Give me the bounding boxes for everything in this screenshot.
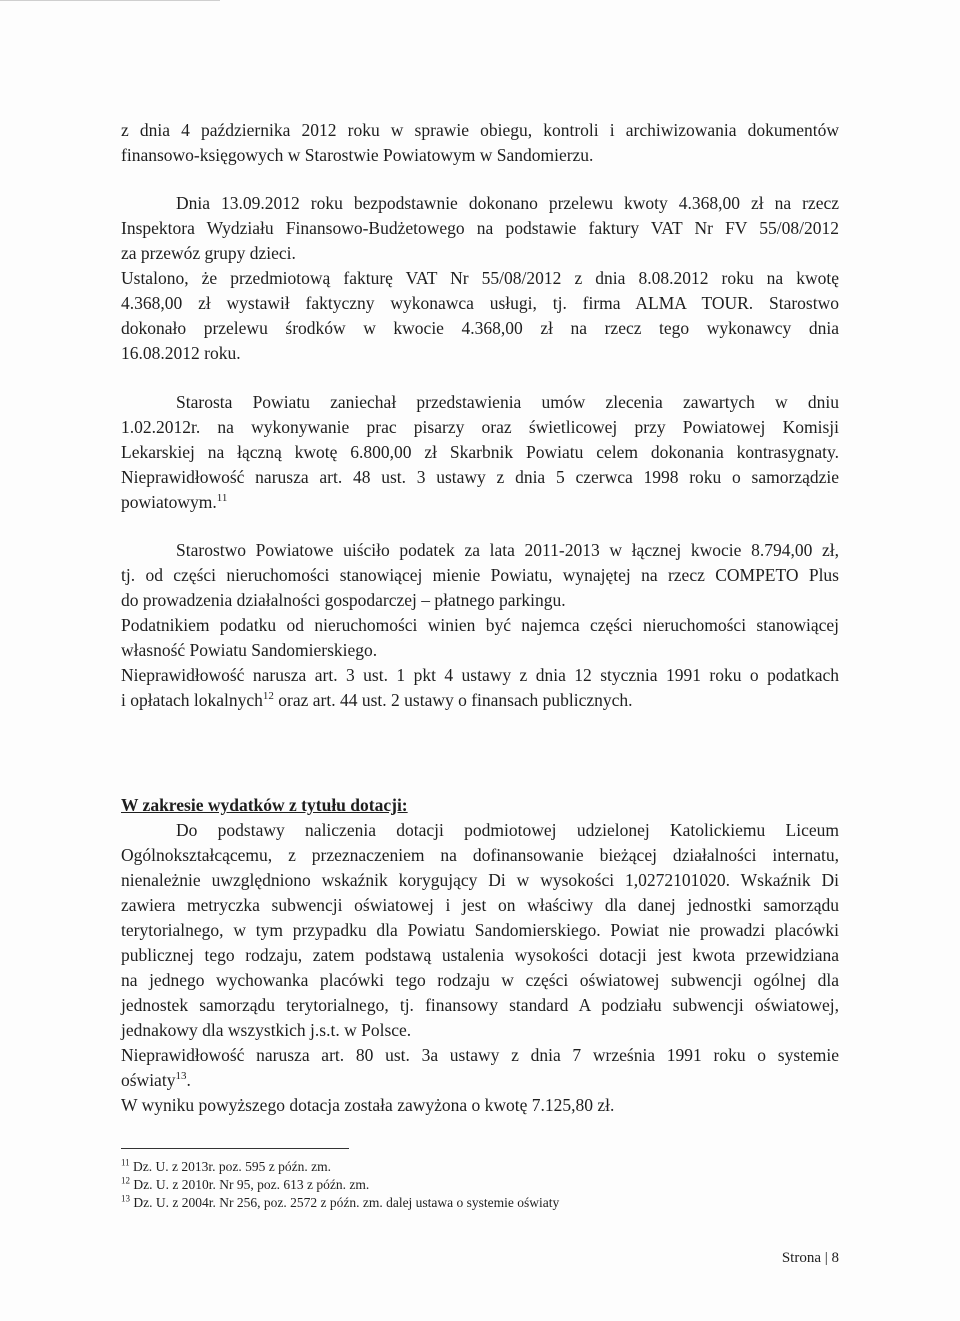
text-line	[121, 492, 227, 512]
footnote-text: Dz. U. z 2010r. Nr 95, poz. 613 z późn. zm.	[130, 1177, 370, 1192]
footnote	[121, 1159, 331, 1175]
text-line: Do podstawy naliczenia dotacji podmiotowej udzielonej Katolickiemu Liceum	[176, 820, 839, 840]
text-line: W wyniku powyższego dotacja została zawyżona o kwotę 7.125,80 zł.	[121, 1095, 615, 1115]
page-number: Strona | 8	[781, 1250, 839, 1266]
text-run: .	[186, 1070, 191, 1090]
text-run: oświaty	[121, 1070, 176, 1090]
text-run: oraz art. 44 ust. 2 ustawy o finansach publicznych.	[273, 690, 633, 710]
footnote-ref: 11	[216, 492, 228, 505]
text-line: Dnia 13.09.2012 roku bezpodstawnie dokonano przelewu kwoty 4.368,00 zł na rzecz	[176, 193, 839, 213]
text-line: Ogólnokształcącemu, z przeznaczeniem na dofinansowanie bieżącej działalności internatu,	[121, 845, 839, 865]
footnote-number: 13	[121, 1193, 130, 1204]
text-line: jednostek samorządu terytorialnego, tj. finansowy standard A podziału subwencji oświatowej,	[121, 995, 839, 1015]
scan-edge-line	[0, 0, 220, 1]
footnote-number: 12	[121, 1175, 130, 1186]
text-line: Lekarskiej na łączną kwotę 6.800,00 zł Skarbnik Powiatu celem dokonania kontrasygnaty.	[121, 442, 839, 462]
text-line: dokonało przelewu środków w kwocie 4.368,00 zł na rzecz tego wykonawcy dnia	[121, 318, 839, 338]
text-run: powiatowym.	[121, 492, 217, 512]
footnote-number: 11	[121, 1157, 130, 1168]
text-line: Nieprawidłowość narusza art. 3 ust. 1 pkt 4 ustawy z dnia 12 stycznia 1991 roku o podatkach	[121, 665, 839, 685]
text-line: publicznej tego rodzaju, zatem podstawą ustalenia wysokości dotacji jest kwota przewidziana	[121, 945, 839, 965]
text-line: Starostwo Powiatowe uiściło podatek za lata 2011-2013 w łącznej kwocie 8.794,00 zł,	[176, 540, 839, 560]
text-line: na jednego wychowanka placówki tego rodzaju w części oświatowej subwencji ogólnej dla	[121, 970, 839, 990]
text-line	[121, 1070, 191, 1090]
text-line: nienależnie uwzględniono wskaźnik korygujący Di w wysokości 1,0272101020. Wskaźnik Di	[121, 870, 839, 890]
text-line: do prowadzenia działalności gospodarczej – płatnego parkingu.	[121, 590, 566, 610]
footnote-separator	[121, 1148, 349, 1149]
text-line: Podatnikiem podatku od nieruchomości winien być najemca części nieruchomości stanowiącej	[121, 615, 839, 635]
text-line: 16.08.2012 roku.	[121, 343, 241, 363]
text-line: Nieprawidłowość narusza art. 80 ust. 3a ustawy z dnia 7 września 1991 roku o systemie	[121, 1045, 839, 1065]
footnote	[121, 1177, 369, 1193]
text-line: jednakowy dla wszystkich j.s.t. w Polsce.	[121, 1020, 412, 1040]
text-line: zawiera metryczka subwencji oświatowej i jest on właściwy dla danej jednostki samorządu	[121, 895, 839, 915]
text-line: Nieprawidłowość narusza art. 48 ust. 3 ustawy z dnia 5 czerwca 1998 roku o samorządzie	[121, 467, 839, 487]
footnote-ref: 13	[175, 1070, 187, 1083]
text-line: za przewóz grupy dzieci.	[121, 243, 296, 263]
text-line: Starosta Powiatu zaniechał przedstawienia umów zlecenia zawartych w dniu	[176, 392, 839, 412]
text-line: tj. od części nieruchomości stanowiącej mienie Powiatu, wynajętej na rzecz COMPETO Plus	[121, 565, 839, 585]
text-line: 1.02.2012r. na wykonywanie prac pisarzy oraz świetlicowej przy Powiatowej Komisji	[121, 417, 839, 437]
text-line: 4.368,00 zł wystawił faktyczny wykonawca usługi, tj. firma ALMA TOUR. Starostwo	[121, 293, 839, 313]
text-line: własność Powiatu Sandomierskiego.	[121, 640, 378, 660]
text-line: Ustalono, że przedmiotową fakturę VAT Nr 55/08/2012 z dnia 8.08.2012 roku na kwotę	[121, 268, 839, 288]
text-run: i opłatach lokalnych	[121, 690, 263, 710]
footnote	[121, 1195, 559, 1211]
footnote-text: Dz. U. z 2004r. Nr 256, poz. 2572 z późn. zm. dalej ustawa o systemie oświaty	[130, 1195, 560, 1210]
text-line	[121, 690, 633, 710]
text-line: Inspektora Wydziału Finansowo-Budżetowego na podstawie faktury VAT Nr FV 55/08/2012	[121, 218, 839, 238]
text-line: terytorialnego, w tym przypadku dla Powiatu Sandomierskiego. Powiat nie prowadzi placówki	[121, 920, 839, 940]
text-line: z dnia 4 października 2012 roku w sprawie obiegu, kontroli i archiwizowania dokumentów	[121, 120, 839, 140]
footnote-text: Dz. U. z 2013r. poz. 595 z późn. zm.	[129, 1159, 331, 1174]
footnote-ref: 12	[262, 690, 274, 703]
text-line: finansowo-księgowych w Starostwie Powiatowym w Sandomierzu.	[121, 145, 594, 165]
section-heading: W zakresie wydatków z tytułu dotacji:	[121, 795, 408, 815]
